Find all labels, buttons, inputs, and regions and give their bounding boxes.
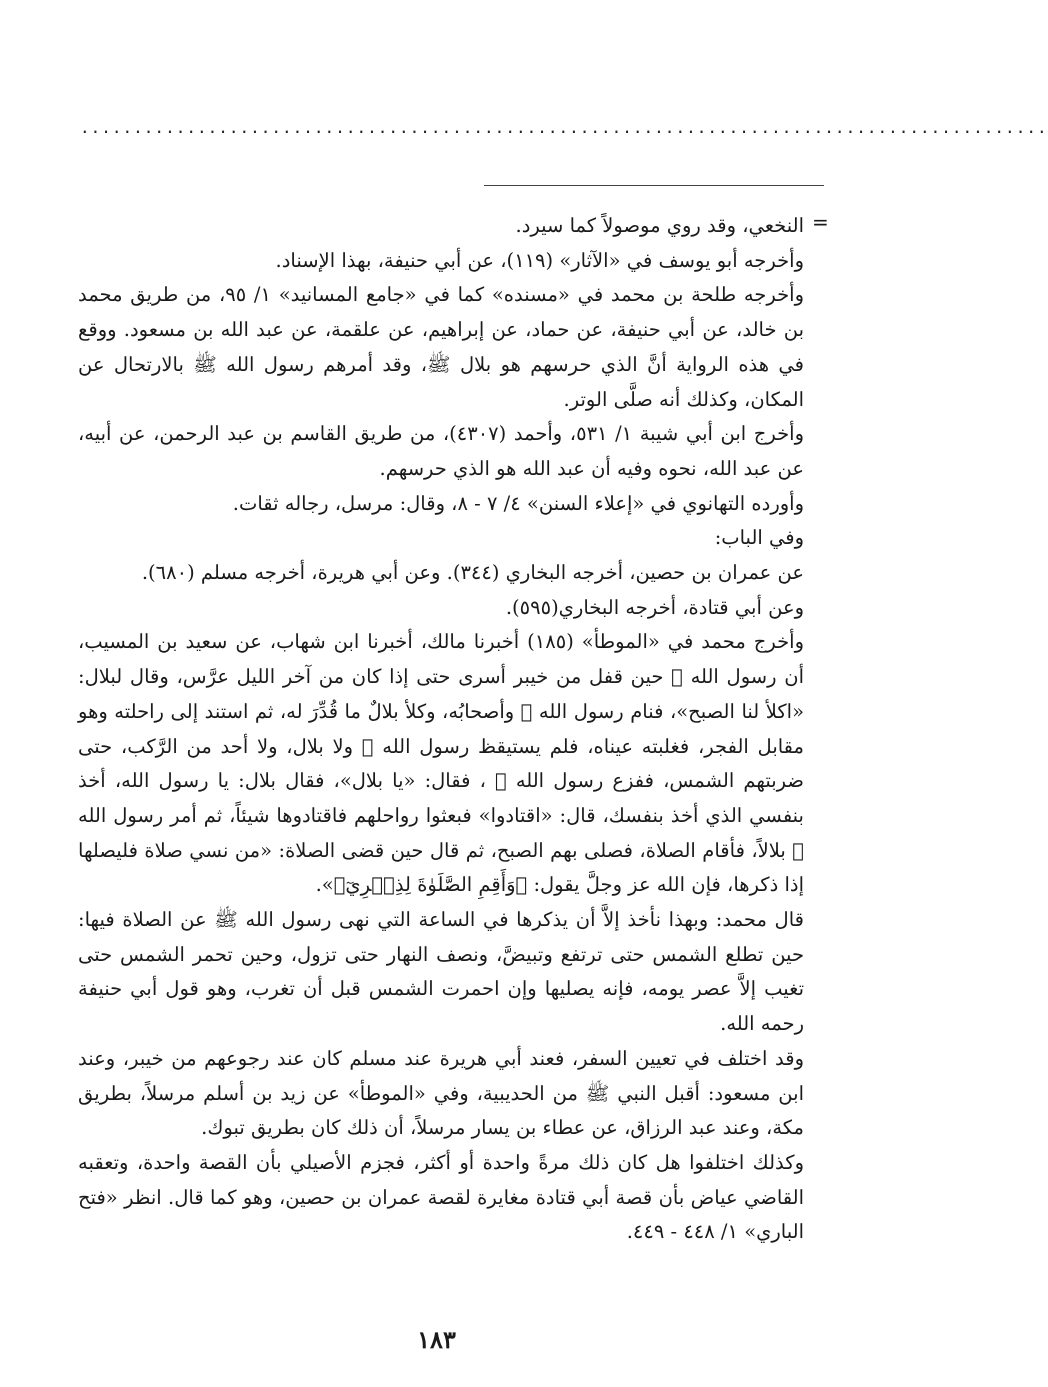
paragraph: وأورده التهانوي في «إعلاء السنن» ٤/ ٧ - ٨، وقال: مرسل، رجاله ثقات. bbox=[232, 491, 804, 515]
page-number: ١٨٣ bbox=[417, 1325, 456, 1354]
paragraph: قال محمد: وبهذا نأخذ إلاَّ أن يذكرها في الساعة التي نهى رسول الله ﷺ عن الصلاة فيها: حين تطلع الشمس حتى ترتفع وتبيضَّ، ونصف النهار حتى تزول، وحين تحمر الشمس حتى تغيب إلاَّ عصر يومه، فإنه يصليها وإن احمرت الشمس قبل أن تغرب، وهو قول أبي حنيفة رحمه الله. bbox=[78, 908, 804, 1036]
footnote-body bbox=[78, 209, 804, 1250]
separator-dots: ........................................................................................... bbox=[80, 118, 1048, 137]
paragraph: وعن أبي قتادة، أخرجه البخاري(٥٩٥). bbox=[505, 595, 804, 619]
paragraph: وقد اختلف في تعيين السفر، فعند أبي هريرة عند مسلم كان عند رجوعهم من خيبر، وعند ابن مسعود: أقبل النبي ﷺ من الحديبية، وفي «الموطأ» عن زيد بن أسلم مرسلاً، بطريق مكة، وعند عبد الرزاق، عن عطاء بن يسار مرسلاً، أن ذلك كان بطريق تبوك. bbox=[78, 1046, 804, 1140]
paragraph: وأخرجه طلحة بن محمد في «مسنده» كما في «جامع المسانيد» ١/ ٩٥، من طريق محمد بن خالد، عن أبي حنيفة، عن حماد، عن إبراهيم، عن علقمة، عن عبد الله بن مسعود. ووقع في هذه الرواية أنَّ الذي حرسهم هو بلال ﷺ، وقد أمرهم رسول الله ﷺ بالارتحال عن المكان، وكذلك أنه صلَّى الوتر. bbox=[78, 283, 804, 411]
paragraph: وكذلك اختلفوا هل كان ذلك مرةً واحدة أو أكثر، فجزم الأصيلي بأن القصة واحدة، وتعقبه القاضي عياض بأن قصة أبي قتادة مغايرة لقصة عمران بن حصين، وهو كما قال. انظر «فتح الباري» ١/ ٤٤٨ - ٤٤٩. bbox=[78, 1150, 804, 1244]
footnote-rule bbox=[484, 185, 824, 186]
paragraph: وأخرجه أبو يوسف في «الآثار» (١١٩)، عن أبي حنيفة، بهذا الإسناد. bbox=[275, 248, 804, 272]
paragraph: وأخرج محمد في «الموطأ» (١٨٥) أخبرنا مالك، أخبرنا ابن شهاب، عن سعيد بن المسيب، أن رسول الله ﷺ حين قفل من خيبر أسرى حتى إذا كان من آخر الليل عرَّس، وقال لبلال: «اكلأ لنا الصبح»، فنام رسول الله ﷺ وأصحابُه، وكلأ بلالٌ ما قُدِّرَ له، ثم استند إلى راحلته وهو مقابل الفجر، فغلبته عيناه، فلم يستيقظ رسول الله ﷺ ولا بلال، ولا أحد من الرَّكب، حتى ضربتهم الشمس، ففزع رسول الله ﷺ ، فقال: «يا بلال»، فقال بلال: يا رسول الله، أخذ بنفسي الذي أخذ بنفسك، قال: «اقتادوا» فبعثوا رواحلهم فاقتادوها شيئاً، ثم أمر رسول الله ﷺ بلالاً، فأقام الصلاة، فصلى بهم الصبح، ثم قال حين قضى الصلاة: «من نسي صلاة فليصلها إذا ذكرها، فإن الله عز وجلَّ يقول: ﴿وَأَقِمِ الصَّلَوٰةَ لِذِكۡرِيٓ﴾». bbox=[78, 630, 804, 897]
paragraph: وأخرج ابن أبي شيبة ١/ ٥٣١، وأحمد (٤٣٠٧)، من طريق القاسم بن عبد الرحمن، عن أبيه، عن عبد الله، نحوه وفيه أن عبد الله هو الذي حرسهم. bbox=[78, 422, 804, 480]
paragraph: النخعي، وقد روي موصولاً كما سيرد. bbox=[515, 214, 804, 237]
paragraph: عن عمران بن حصين، أخرجه البخاري (٣٤٤). وعن أبي هريرة، أخرجه مسلم (٦٨٠). bbox=[141, 561, 804, 585]
paragraph: وفي الباب: bbox=[714, 526, 804, 550]
continuation-marker: = bbox=[812, 210, 829, 234]
